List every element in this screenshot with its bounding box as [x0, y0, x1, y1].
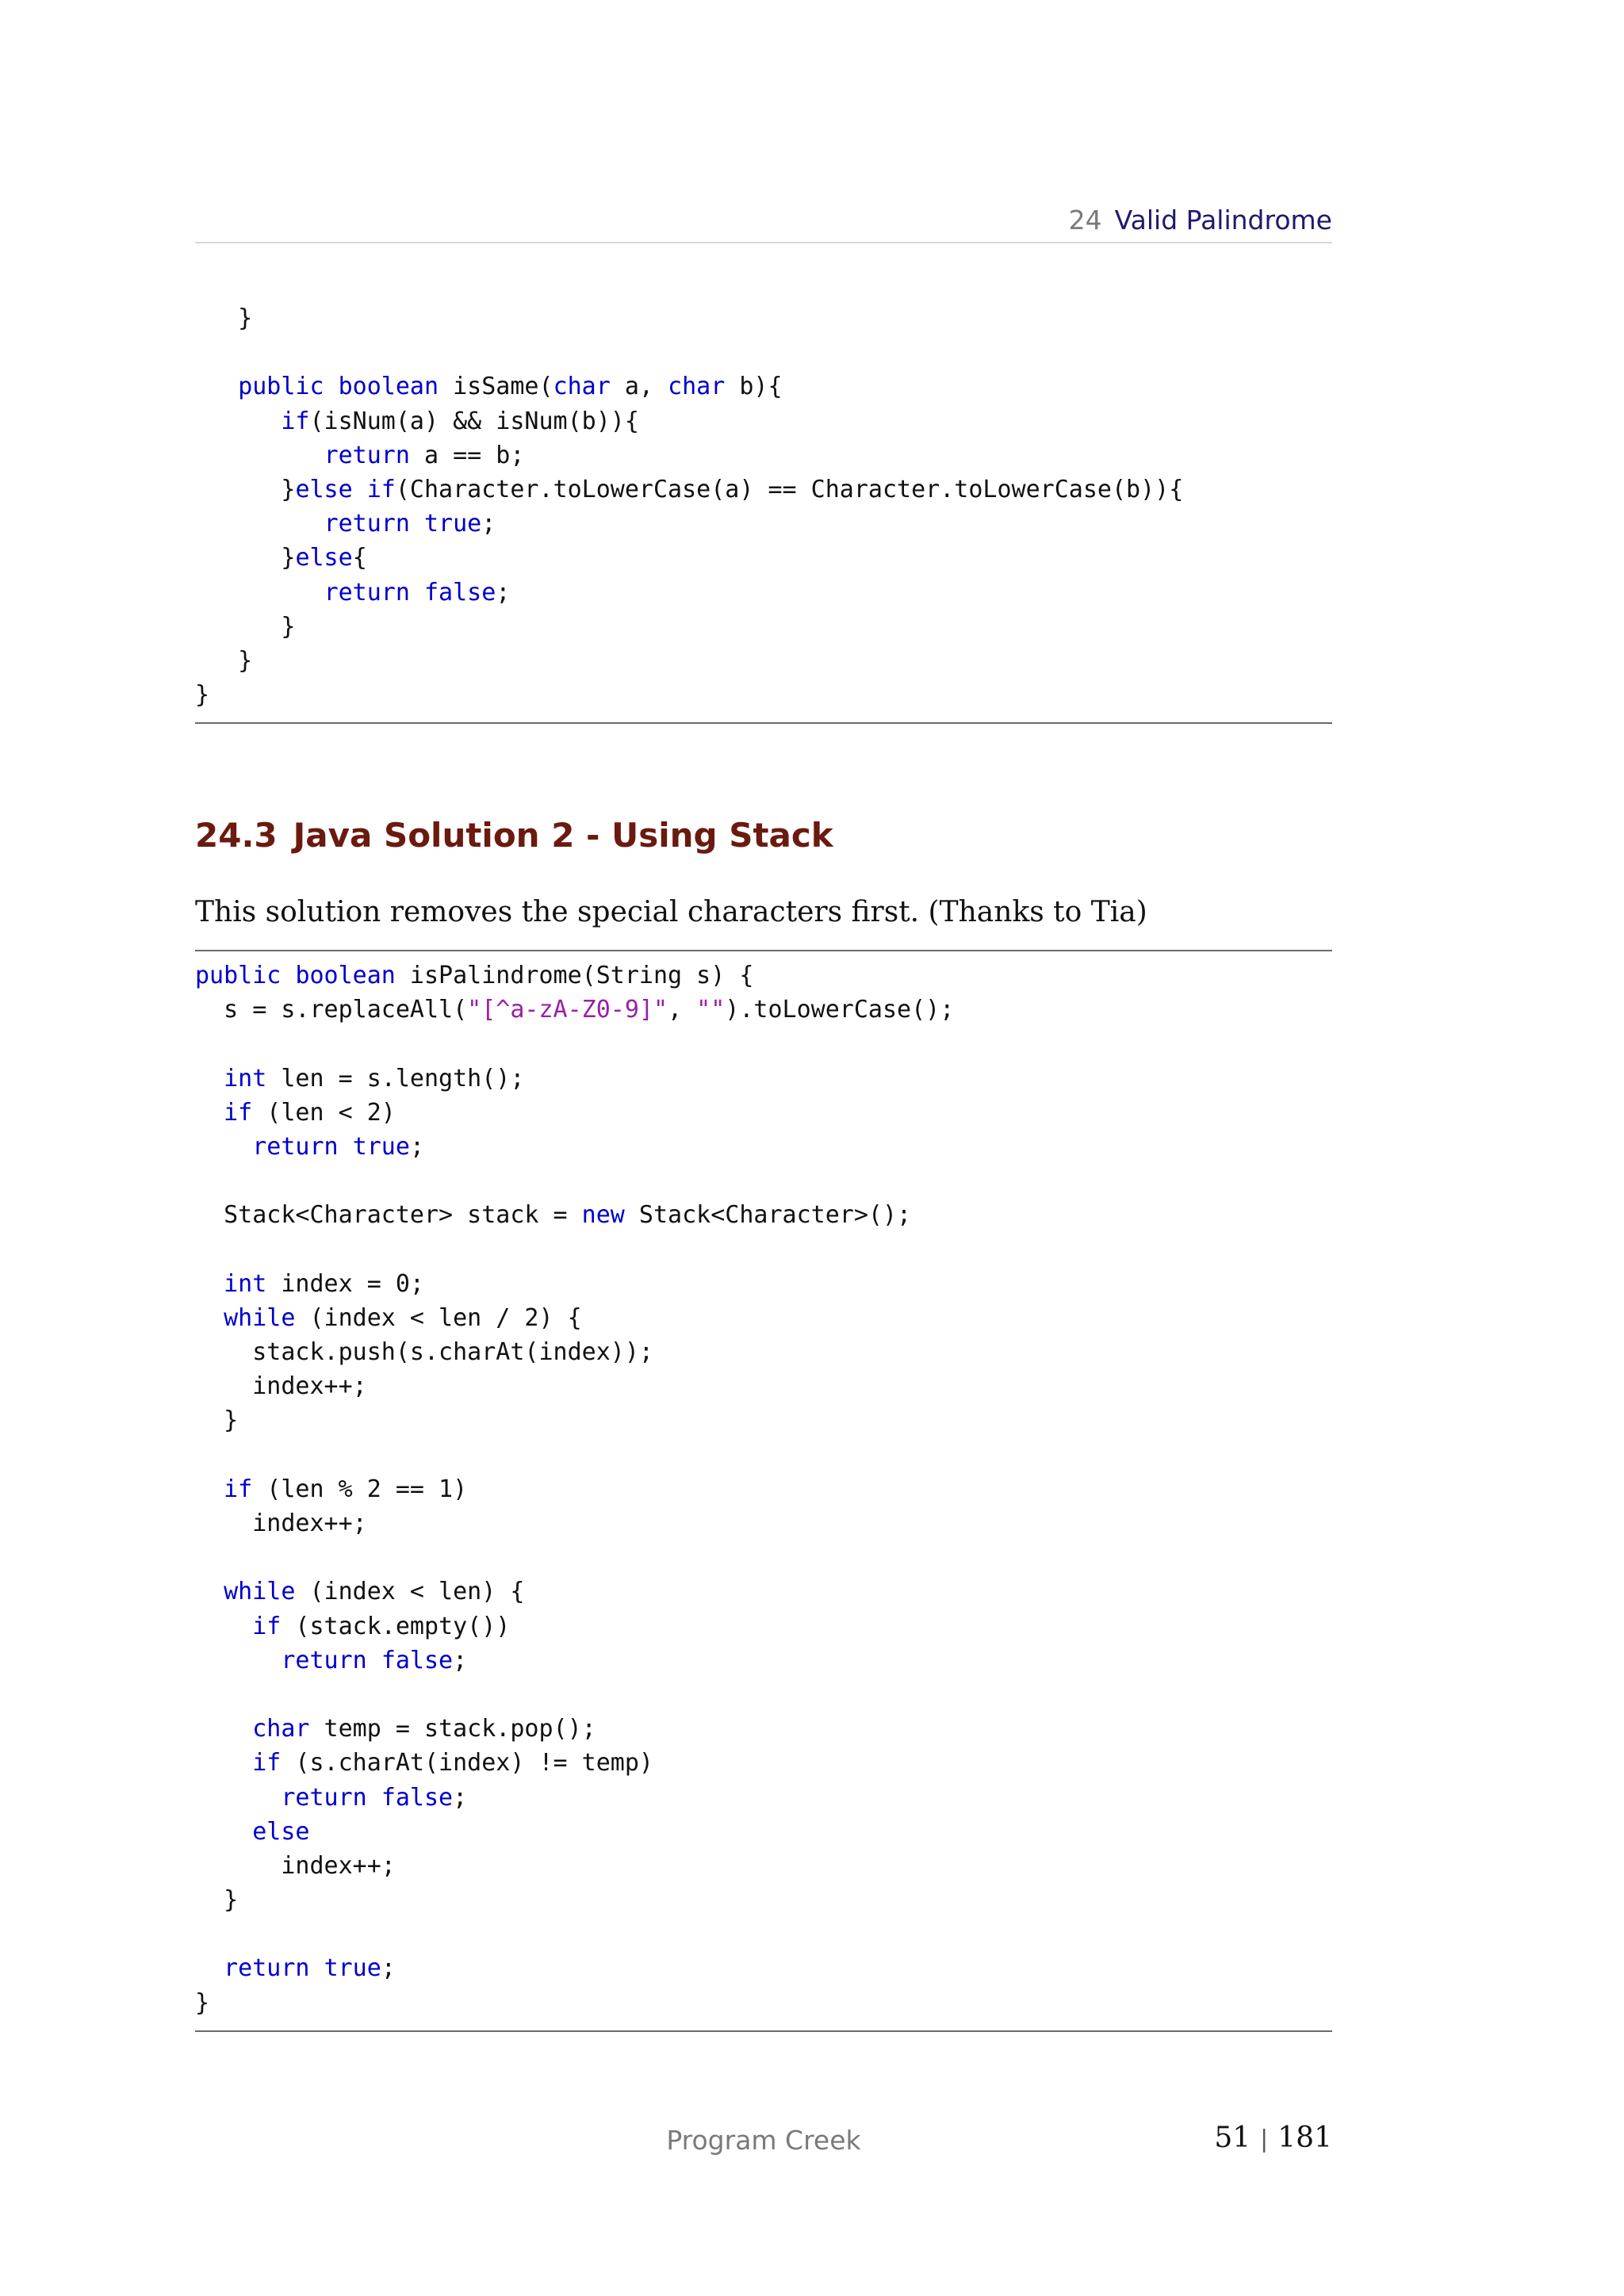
code-text	[195, 1784, 281, 1812]
code-keyword: if	[281, 407, 310, 435]
code-text: ;	[453, 1783, 468, 1812]
code-text: }	[195, 612, 296, 641]
code-text	[195, 1578, 224, 1605]
code-keyword: public	[195, 962, 282, 989]
code-text: s = s.replaceAll(	[195, 996, 468, 1024]
code-text	[195, 1065, 224, 1093]
header-rule	[195, 242, 1332, 243]
code-text: index++;	[195, 1510, 367, 1537]
code-keyword: return	[224, 1954, 310, 1983]
code-text: (isNum(a) && isNum(b)){	[309, 407, 639, 435]
code-line	[195, 1917, 954, 1951]
code-text: }	[195, 681, 210, 710]
code-keyword: while	[224, 1303, 296, 1332]
code-text	[324, 373, 339, 400]
code-line	[195, 1781, 954, 1815]
code-keyword: boolean	[338, 373, 439, 401]
code-keyword: false	[381, 1646, 454, 1674]
code-text	[195, 1647, 281, 1674]
code-line	[195, 1062, 954, 1096]
code-block-bottom-rule	[195, 722, 1332, 724]
code-keyword: while	[224, 1578, 296, 1606]
code-text: (s.charAt(index) != temp)	[281, 1749, 653, 1777]
code-keyword: return	[281, 1646, 367, 1674]
code-line	[195, 678, 1183, 712]
code-text	[195, 1475, 224, 1503]
code-text: ).toLowerCase();	[725, 996, 955, 1024]
code-block-continued	[195, 301, 1183, 712]
code-line	[195, 959, 954, 993]
code-text	[195, 1304, 224, 1332]
code-text: (len < 2)	[252, 1098, 396, 1127]
code-text: ;	[496, 578, 511, 607]
code-keyword: return	[324, 510, 410, 538]
code-keyword: return	[252, 1132, 339, 1161]
code-keyword: false	[381, 1783, 454, 1812]
code-text: ,	[668, 996, 697, 1024]
code-text	[367, 1784, 381, 1812]
chapter-title: Valid Palindrome	[1114, 205, 1332, 235]
code-string: ""	[696, 996, 726, 1024]
code-text: len = s.length();	[266, 1064, 525, 1093]
code-text	[195, 1818, 252, 1846]
code-text	[195, 1613, 252, 1640]
section-heading	[195, 813, 833, 858]
code-text: (len % 2 == 1)	[252, 1475, 468, 1503]
code-keyword: char	[553, 373, 611, 401]
code-line	[195, 1096, 954, 1130]
code-text: index++;	[195, 1372, 367, 1401]
running-header	[195, 203, 1332, 238]
code-line	[195, 1198, 954, 1232]
code-line	[195, 507, 1183, 541]
code-line	[195, 1712, 954, 1746]
code-keyword: true	[352, 1132, 410, 1161]
code-text: }	[195, 304, 253, 332]
code-line	[195, 1746, 954, 1780]
code-line	[195, 1849, 954, 1883]
current-page: 51	[1214, 2122, 1251, 2154]
code-line	[195, 1027, 954, 1061]
code-line	[195, 1438, 954, 1472]
code-keyword: true	[324, 1954, 381, 1983]
code-text	[310, 1954, 324, 1982]
code-text	[195, 1749, 252, 1777]
code-text: }	[195, 544, 296, 572]
code-text	[195, 1270, 224, 1298]
code-text	[195, 1715, 252, 1743]
code-text: }	[195, 475, 296, 503]
code-text: a,	[610, 373, 668, 401]
code-text	[195, 579, 324, 607]
code-keyword: if	[366, 475, 396, 503]
code-text: }	[195, 646, 253, 675]
code-line	[195, 1883, 954, 1917]
code-line	[195, 1986, 954, 2020]
code-keyword: char	[252, 1715, 310, 1743]
code-text: isSame(	[439, 373, 553, 401]
code-block-top-rule	[195, 950, 1332, 951]
code-line	[195, 576, 1183, 610]
code-keyword: else	[295, 475, 353, 503]
total-pages: 181	[1277, 2122, 1332, 2154]
code-text: }	[195, 1988, 210, 2017]
code-keyword: new	[581, 1201, 625, 1230]
code-line	[195, 610, 1183, 644]
footer-publisher: Program Creek	[666, 2125, 861, 2156]
code-keyword: else	[252, 1817, 310, 1846]
code-keyword: if	[252, 1749, 282, 1777]
code-line	[195, 1609, 954, 1644]
code-text: ;	[409, 1132, 424, 1161]
code-text	[195, 408, 281, 435]
code-line	[195, 1164, 954, 1198]
code-string: "[^a-zA-Z0-9]"	[467, 996, 668, 1024]
code-text	[339, 1133, 353, 1161]
code-text	[195, 510, 324, 538]
code-text: (Character.toLowerCase(a) == Character.toLowerCase(b)){	[395, 475, 1184, 503]
code-line	[195, 1233, 954, 1267]
code-text: index++;	[195, 1851, 396, 1880]
code-keyword: else	[295, 544, 353, 572]
code-line	[195, 301, 1183, 335]
code-line	[195, 1472, 954, 1506]
code-keyword: true	[424, 510, 482, 538]
code-line	[195, 993, 954, 1027]
code-text: ;	[453, 1646, 468, 1674]
code-text: ;	[481, 510, 496, 538]
code-line	[195, 1815, 954, 1849]
code-text: temp = stack.pop();	[309, 1715, 596, 1743]
code-text	[410, 510, 424, 538]
code-line	[195, 1130, 954, 1164]
code-text: isPalindrome(String s) {	[395, 962, 754, 989]
section-number: 24.3	[195, 816, 278, 855]
code-keyword: if	[224, 1475, 253, 1503]
code-line	[195, 541, 1183, 575]
code-line	[195, 473, 1183, 507]
code-line	[195, 1644, 954, 1678]
code-line	[195, 1403, 954, 1437]
code-text: {	[352, 544, 367, 572]
code-text: Stack<Character>();	[624, 1201, 912, 1230]
code-block-bottom-rule-2	[195, 2030, 1332, 2032]
code-text	[195, 442, 324, 469]
code-text: stack.push(s.charAt(index));	[195, 1338, 653, 1367]
code-keyword: char	[668, 373, 726, 401]
code-text	[195, 1954, 224, 1982]
code-line	[195, 1369, 954, 1403]
code-text: }	[195, 1406, 239, 1435]
code-text: }	[195, 1886, 239, 1915]
code-line	[195, 335, 1183, 369]
code-text: (stack.empty())	[281, 1612, 511, 1640]
chapter-number: 24	[1068, 205, 1102, 235]
code-keyword: return	[281, 1783, 367, 1812]
code-keyword: int	[224, 1064, 267, 1093]
page-separator: |	[1260, 2126, 1269, 2153]
code-text	[195, 1133, 252, 1161]
code-text	[281, 962, 295, 989]
code-keyword: if	[224, 1098, 253, 1127]
code-text	[410, 579, 424, 607]
page-number	[1110, 2122, 1332, 2154]
code-line	[195, 1540, 954, 1575]
code-text: (index < len / 2) {	[295, 1303, 582, 1332]
code-line	[195, 1301, 954, 1335]
code-text	[195, 373, 238, 400]
code-line	[195, 369, 1183, 404]
code-text: b){	[725, 373, 783, 401]
code-keyword: int	[224, 1269, 267, 1298]
code-keyword: if	[252, 1612, 282, 1640]
code-line	[195, 1575, 954, 1609]
body-paragraph: This solution removes the special characters first. (Thanks to Tia)	[195, 896, 1147, 928]
code-text	[353, 476, 367, 503]
code-text: Stack<Character> stack =	[195, 1201, 582, 1230]
code-keyword: return	[324, 441, 410, 469]
code-keyword: boolean	[295, 962, 396, 989]
code-line	[195, 1951, 954, 1985]
code-keyword: return	[324, 578, 410, 607]
code-line	[195, 1506, 954, 1540]
code-line	[195, 438, 1183, 473]
code-line	[195, 404, 1183, 438]
code-line	[195, 1678, 954, 1712]
code-line	[195, 1267, 954, 1301]
code-line	[195, 1335, 954, 1369]
code-line	[195, 644, 1183, 678]
code-text: index = 0;	[266, 1269, 424, 1298]
code-keyword: false	[424, 578, 496, 607]
code-text	[195, 1099, 224, 1127]
code-keyword: public	[238, 373, 324, 401]
code-text	[367, 1647, 381, 1674]
code-text: ;	[381, 1954, 396, 1983]
code-text: (index < len) {	[295, 1578, 525, 1606]
code-text: a == b;	[409, 441, 525, 469]
section-title: Java Solution 2 - Using Stack	[293, 816, 833, 855]
code-block-is-palindrome	[195, 959, 954, 2020]
